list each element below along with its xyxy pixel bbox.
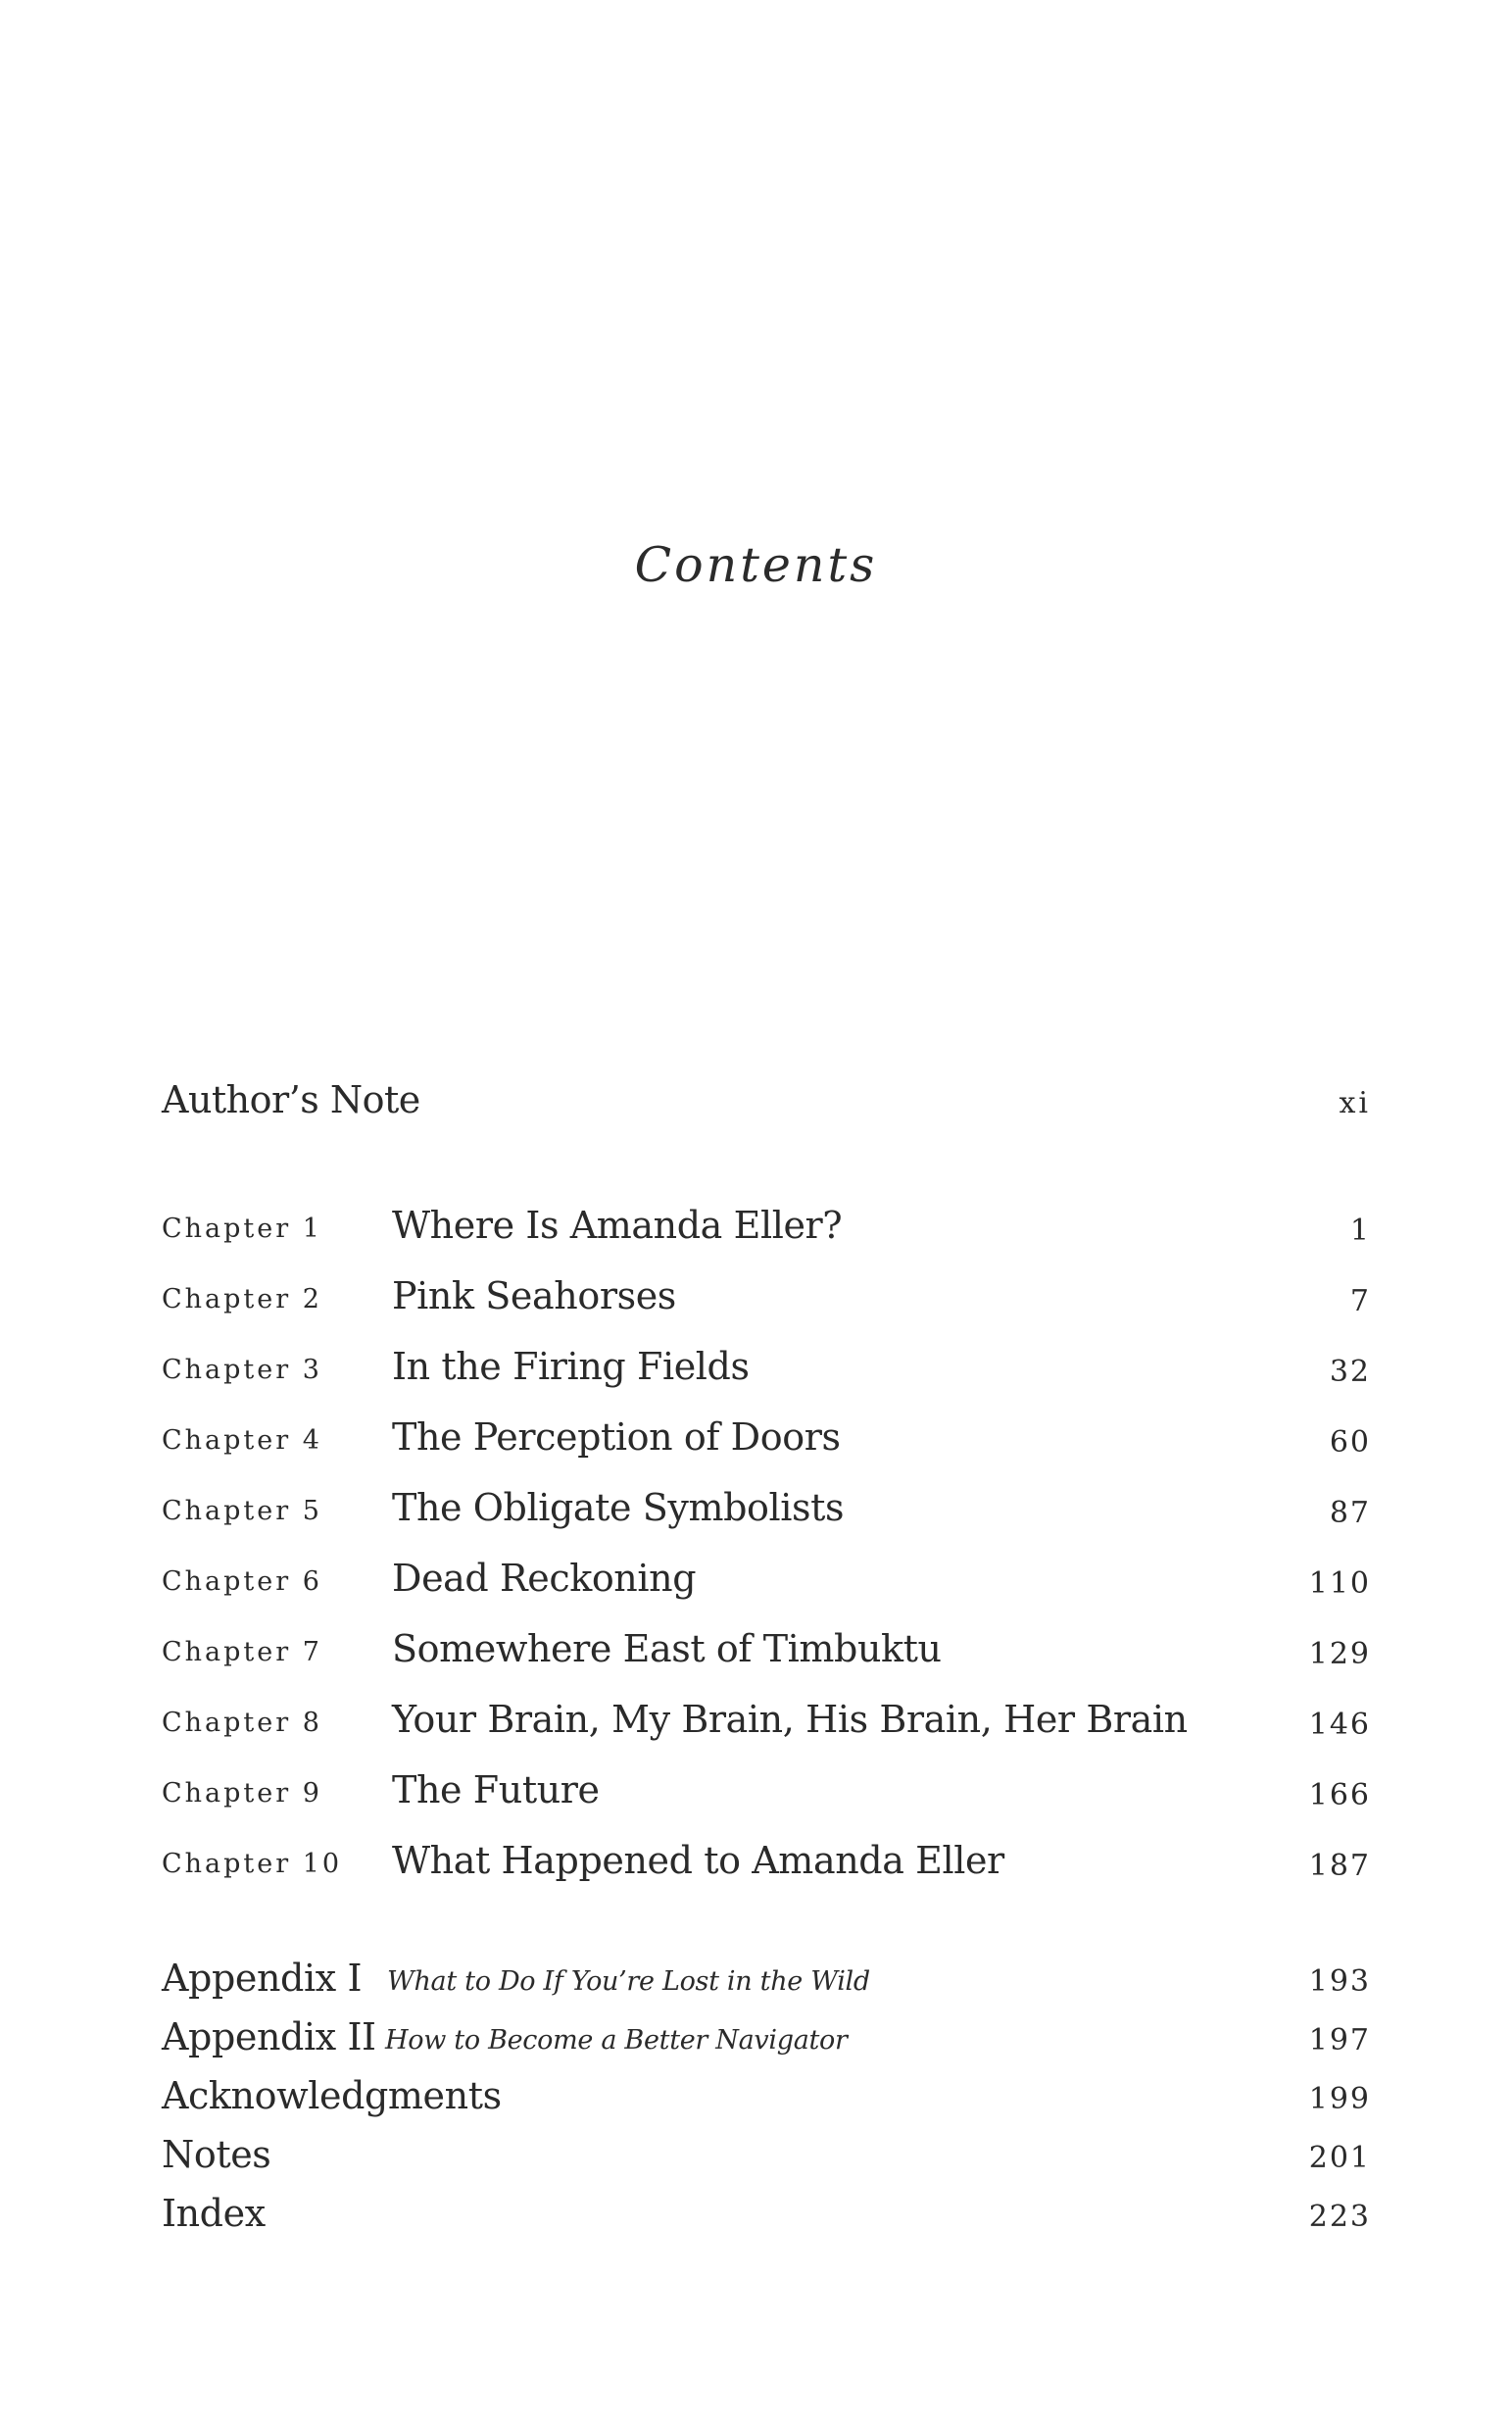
entry-label: Author’s Note bbox=[162, 1078, 420, 1121]
entry-page-number: 7 bbox=[1349, 1284, 1371, 1318]
entry-page-number: 129 bbox=[1308, 1637, 1371, 1671]
entry-page-number: 1 bbox=[1349, 1214, 1371, 1248]
entry-page-number: 187 bbox=[1308, 1849, 1371, 1883]
chapter-label: Chapter 7 bbox=[162, 1637, 322, 1667]
chapter-title: In the Firing Fields bbox=[392, 1345, 750, 1388]
toc-entry-appendix-1[interactable] bbox=[162, 1957, 1371, 2015]
chapter-title: What Happened to Amanda Eller bbox=[392, 1839, 1004, 1882]
entry-page-number: xi bbox=[1339, 1086, 1371, 1120]
chapter-label: Chapter 9 bbox=[162, 1778, 322, 1809]
entry-label: Appendix I bbox=[162, 1957, 363, 2000]
toc-entry-chapter-3[interactable] bbox=[162, 1345, 1371, 1404]
chapter-label: Chapter 6 bbox=[162, 1566, 322, 1597]
toc-entry-chapter-4[interactable] bbox=[162, 1415, 1371, 1474]
entry-page-number: 166 bbox=[1308, 1778, 1371, 1812]
chapter-label: Chapter 3 bbox=[162, 1355, 322, 1385]
chapter-label: Chapter 10 bbox=[162, 1849, 343, 1879]
page-title: Contents bbox=[634, 537, 878, 593]
toc-entry-chapter-10[interactable] bbox=[162, 1839, 1371, 1898]
entry-page-number: 223 bbox=[1308, 2200, 1371, 2234]
entry-page-number: 199 bbox=[1308, 2082, 1371, 2116]
toc-entry-chapter-9[interactable] bbox=[162, 1768, 1371, 1827]
entry-page-number: 193 bbox=[1308, 1964, 1371, 1999]
entry-label: Notes bbox=[162, 2133, 271, 2176]
chapter-title: The Obligate Symbolists bbox=[392, 1486, 845, 1529]
entry-page-number: 87 bbox=[1329, 1496, 1371, 1530]
chapter-title: Somewhere East of Timbuktu bbox=[392, 1627, 942, 1670]
toc-entry-notes[interactable] bbox=[162, 2133, 1371, 2192]
toc-entry-authors-note[interactable] bbox=[162, 1078, 1371, 1137]
chapter-label: Chapter 5 bbox=[162, 1496, 322, 1526]
chapter-title: The Perception of Doors bbox=[392, 1415, 841, 1459]
entry-page-number: 60 bbox=[1329, 1425, 1371, 1460]
toc-entry-chapter-7[interactable] bbox=[162, 1627, 1371, 1686]
chapter-title: Pink Seahorses bbox=[392, 1274, 676, 1317]
entry-label: Index bbox=[162, 2192, 266, 2235]
entry-page-number: 201 bbox=[1308, 2141, 1371, 2175]
entry-label: Appendix II bbox=[162, 2015, 376, 2058]
chapter-label: Chapter 8 bbox=[162, 1708, 322, 1738]
entry-page-number: 146 bbox=[1308, 1708, 1371, 1742]
chapter-title: The Future bbox=[392, 1768, 600, 1811]
entry-page-number: 110 bbox=[1308, 1566, 1371, 1601]
appendix-title: How to Become a Better Navigator bbox=[385, 2025, 848, 2056]
toc-entry-acknowledgments[interactable] bbox=[162, 2074, 1371, 2133]
toc-entry-index[interactable] bbox=[162, 2192, 1371, 2251]
chapter-label: Chapter 1 bbox=[162, 1214, 322, 1244]
toc-entry-appendix-2[interactable] bbox=[162, 2015, 1371, 2074]
toc-entry-chapter-1[interactable] bbox=[162, 1204, 1371, 1263]
entry-page-number: 197 bbox=[1308, 2023, 1371, 2057]
entry-label: Acknowledgments bbox=[162, 2074, 502, 2117]
toc-entry-chapter-6[interactable] bbox=[162, 1557, 1371, 1615]
toc-entry-chapter-5[interactable] bbox=[162, 1486, 1371, 1545]
chapter-title: Dead Reckoning bbox=[392, 1557, 697, 1600]
chapter-title: Where Is Amanda Eller? bbox=[392, 1204, 843, 1247]
chapter-title: Your Brain, My Brain, His Brain, Her Brain bbox=[392, 1698, 1188, 1741]
toc-entry-chapter-8[interactable] bbox=[162, 1698, 1371, 1757]
appendix-title: What to Do If You’re Lost in the Wild bbox=[387, 1966, 870, 1997]
chapter-label: Chapter 4 bbox=[162, 1425, 322, 1456]
chapter-label: Chapter 2 bbox=[162, 1284, 322, 1314]
entry-page-number: 32 bbox=[1329, 1355, 1371, 1389]
toc-entry-chapter-2[interactable] bbox=[162, 1274, 1371, 1333]
